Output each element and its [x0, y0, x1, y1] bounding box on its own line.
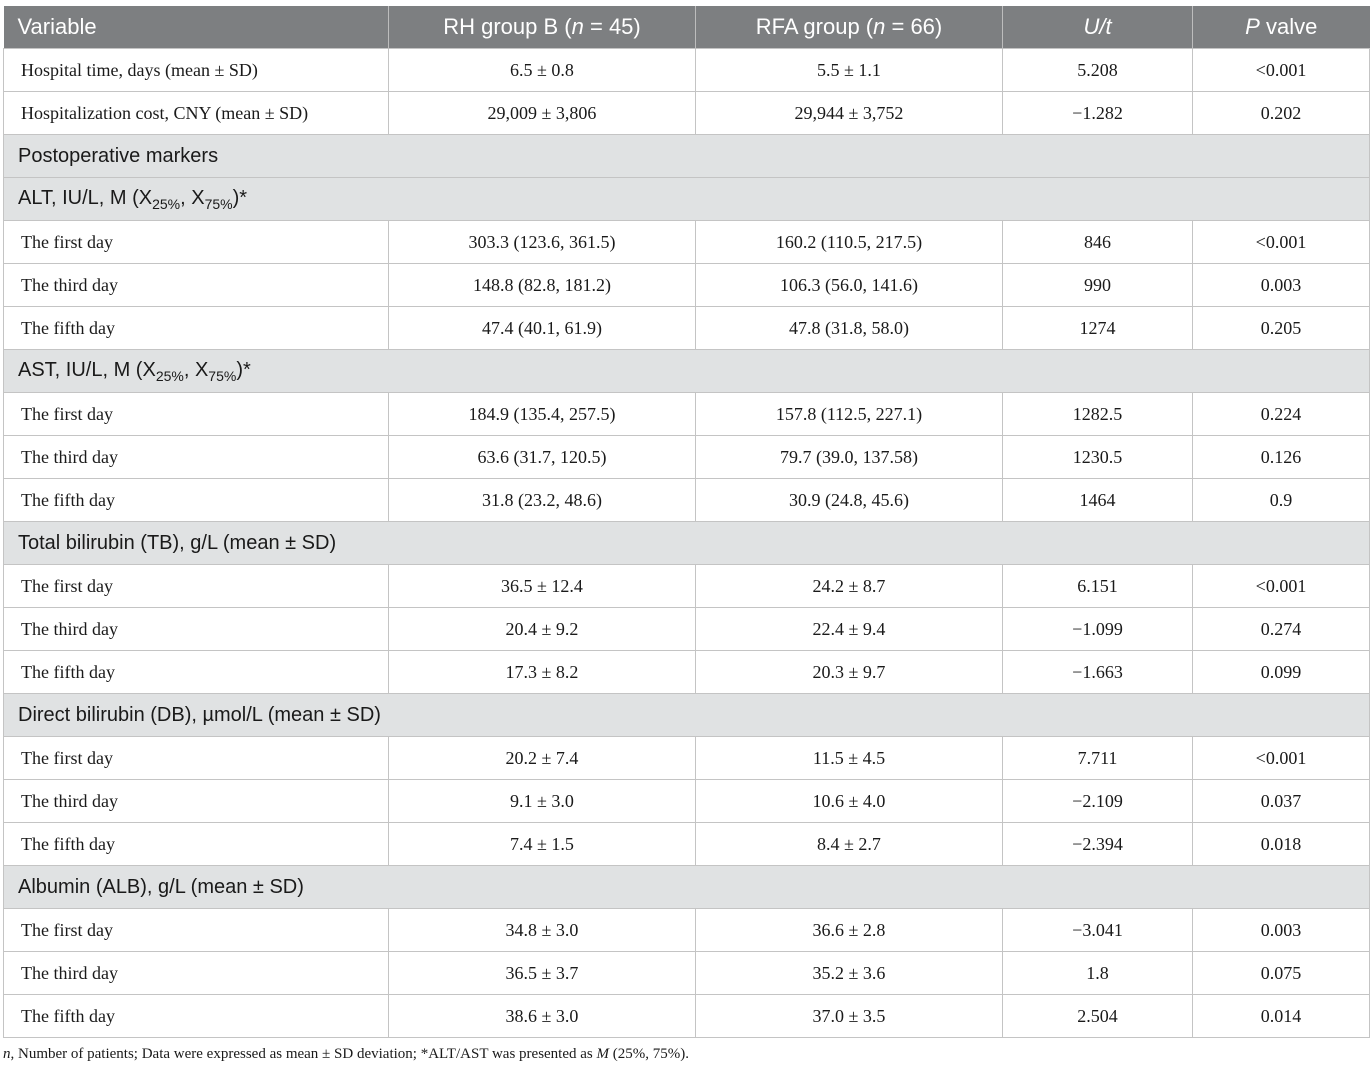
ut-value: −3.041: [1003, 909, 1193, 952]
header-rfa-group: RFA group (n = 66): [696, 6, 1003, 49]
rfa-value: 160.2 (110.5, 217.5): [696, 221, 1003, 264]
row-label: The first day: [4, 393, 389, 436]
row-label: The fifth day: [4, 307, 389, 350]
p-value: 0.205: [1193, 307, 1370, 350]
table-row: [4, 952, 1370, 995]
table-row: [4, 307, 1370, 350]
section-postoperative-markers: Postoperative markers: [4, 135, 1370, 178]
rfa-value: 20.3 ± 9.7: [696, 651, 1003, 694]
rfa-value: 106.3 (56.0, 141.6): [696, 264, 1003, 307]
rh-value: 38.6 ± 3.0: [389, 995, 696, 1038]
p-value: 0.224: [1193, 393, 1370, 436]
table-row: [4, 479, 1370, 522]
p-value: 0.075: [1193, 952, 1370, 995]
rfa-value: 37.0 ± 3.5: [696, 995, 1003, 1038]
rh-value: 36.5 ± 3.7: [389, 952, 696, 995]
rfa-value: 5.5 ± 1.1: [696, 49, 1003, 92]
section-alt: ALT, IU/L, M ($X_{25\%}$, $X_{75\%})*$: [4, 178, 1370, 221]
ut-value: −2.109: [1003, 780, 1193, 823]
ut-value: 1230.5: [1003, 436, 1193, 479]
rfa-value: 157.8 (112.5, 227.1): [696, 393, 1003, 436]
rh-value: 9.1 ± 3.0: [389, 780, 696, 823]
rfa-value: 29,944 ± 3,752: [696, 92, 1003, 135]
rh-value: 6.5 ± 0.8: [389, 49, 696, 92]
section-row: [4, 522, 1370, 565]
p-value: 0.099: [1193, 651, 1370, 694]
ut-value: −2.394: [1003, 823, 1193, 866]
rh-value: 63.6 (31.7, 120.5): [389, 436, 696, 479]
rh-value: 20.4 ± 9.2: [389, 608, 696, 651]
p-value: 0.003: [1193, 909, 1370, 952]
table-footnote: n, Number of patients; Data were expressed as mean ± SD deviation; *ALT/AST was presented as M (25%, 75%).: [3, 1046, 689, 1062]
p-value: 0.202: [1193, 92, 1370, 135]
table-row: [4, 608, 1370, 651]
table-row: [4, 737, 1370, 780]
header-ut: U/t: [1003, 6, 1193, 49]
rh-value: 148.8 (82.8, 181.2): [389, 264, 696, 307]
rh-value: 47.4 (40.1, 61.9): [389, 307, 696, 350]
header-row: [4, 6, 1370, 49]
row-label: Hospital time, days (mean ± SD): [4, 49, 389, 92]
row-label: The third day: [4, 608, 389, 651]
table-row: [4, 221, 1370, 264]
header-p-value: P valve: [1193, 6, 1370, 49]
table-row: [4, 780, 1370, 823]
rh-value: 36.5 ± 12.4: [389, 565, 696, 608]
row-label: The third day: [4, 780, 389, 823]
ut-value: 1274: [1003, 307, 1193, 350]
rfa-value: 22.4 ± 9.4: [696, 608, 1003, 651]
section-total-bilirubin: Total bilirubin (TB), g/L (mean ± SD): [4, 522, 1370, 565]
ut-value: 990: [1003, 264, 1193, 307]
ut-value: 1464: [1003, 479, 1193, 522]
rh-value: 303.3 (123.6, 361.5): [389, 221, 696, 264]
rh-value: 184.9 (135.4, 257.5): [389, 393, 696, 436]
ut-value: 7.711: [1003, 737, 1193, 780]
section-direct-bilirubin: Direct bilirubin (DB), µmol/L (mean ± SD): [4, 694, 1370, 737]
p-value: 0.018: [1193, 823, 1370, 866]
p-value: 0.274: [1193, 608, 1370, 651]
rh-value: 7.4 ± 1.5: [389, 823, 696, 866]
results-table-container: [3, 6, 1369, 1038]
ut-value: −1.099: [1003, 608, 1193, 651]
table-row: [4, 823, 1370, 866]
results-table: [3, 6, 1370, 1038]
section-row: [4, 694, 1370, 737]
p-value: 0.126: [1193, 436, 1370, 479]
section-row: [4, 178, 1370, 221]
rfa-value: 79.7 (39.0, 137.58): [696, 436, 1003, 479]
table-row: [4, 393, 1370, 436]
table-row: [4, 436, 1370, 479]
row-label: The fifth day: [4, 479, 389, 522]
rfa-value: 10.6 ± 4.0: [696, 780, 1003, 823]
row-label: The fifth day: [4, 995, 389, 1038]
row-label: The first day: [4, 221, 389, 264]
row-label: The third day: [4, 264, 389, 307]
ut-value: 1282.5: [1003, 393, 1193, 436]
section-row: [4, 350, 1370, 393]
table-row: [4, 92, 1370, 135]
rfa-value: 8.4 ± 2.7: [696, 823, 1003, 866]
table-row: [4, 909, 1370, 952]
rfa-value: 36.6 ± 2.8: [696, 909, 1003, 952]
row-label: The third day: [4, 436, 389, 479]
rfa-value: 30.9 (24.8, 45.6): [696, 479, 1003, 522]
row-label: The first day: [4, 565, 389, 608]
rfa-value: 35.2 ± 3.6: [696, 952, 1003, 995]
p-value: 0.003: [1193, 264, 1370, 307]
table-row: [4, 264, 1370, 307]
table-row: [4, 565, 1370, 608]
p-value: 0.037: [1193, 780, 1370, 823]
rh-value: 29,009 ± 3,806: [389, 92, 696, 135]
row-label: The first day: [4, 737, 389, 780]
section-row: [4, 135, 1370, 178]
rh-value: 31.8 (23.2, 48.6): [389, 479, 696, 522]
ut-value: −1.282: [1003, 92, 1193, 135]
p-value: <0.001: [1193, 565, 1370, 608]
ut-value: −1.663: [1003, 651, 1193, 694]
section-row: [4, 866, 1370, 909]
p-value: <0.001: [1193, 221, 1370, 264]
ut-value: 846: [1003, 221, 1193, 264]
p-value: 0.9: [1193, 479, 1370, 522]
row-label: The third day: [4, 952, 389, 995]
row-label: The fifth day: [4, 823, 389, 866]
row-label: Hospitalization cost, CNY (mean ± SD): [4, 92, 389, 135]
p-value: <0.001: [1193, 737, 1370, 780]
table-row: [4, 49, 1370, 92]
rh-value: 20.2 ± 7.4: [389, 737, 696, 780]
table-row: [4, 995, 1370, 1038]
table-row: [4, 651, 1370, 694]
p-value: <0.001: [1193, 49, 1370, 92]
rh-value: 34.8 ± 3.0: [389, 909, 696, 952]
p-value: 0.014: [1193, 995, 1370, 1038]
header-variable: Variable: [4, 6, 389, 49]
header-rh-group: RH group B (n = 45): [389, 6, 696, 49]
section-ast: AST, IU/L, M ($X_{25\%}$, $X_{75\%})*$: [4, 350, 1370, 393]
ut-value: 5.208: [1003, 49, 1193, 92]
ut-value: 1.8: [1003, 952, 1193, 995]
rh-value: 17.3 ± 8.2: [389, 651, 696, 694]
rfa-value: 11.5 ± 4.5: [696, 737, 1003, 780]
row-label: The fifth day: [4, 651, 389, 694]
row-label: The first day: [4, 909, 389, 952]
rfa-value: 24.2 ± 8.7: [696, 565, 1003, 608]
ut-value: 2.504: [1003, 995, 1193, 1038]
section-albumin: Albumin (ALB), g/L (mean ± SD): [4, 866, 1370, 909]
rfa-value: 47.8 (31.8, 58.0): [696, 307, 1003, 350]
ut-value: 6.151: [1003, 565, 1193, 608]
